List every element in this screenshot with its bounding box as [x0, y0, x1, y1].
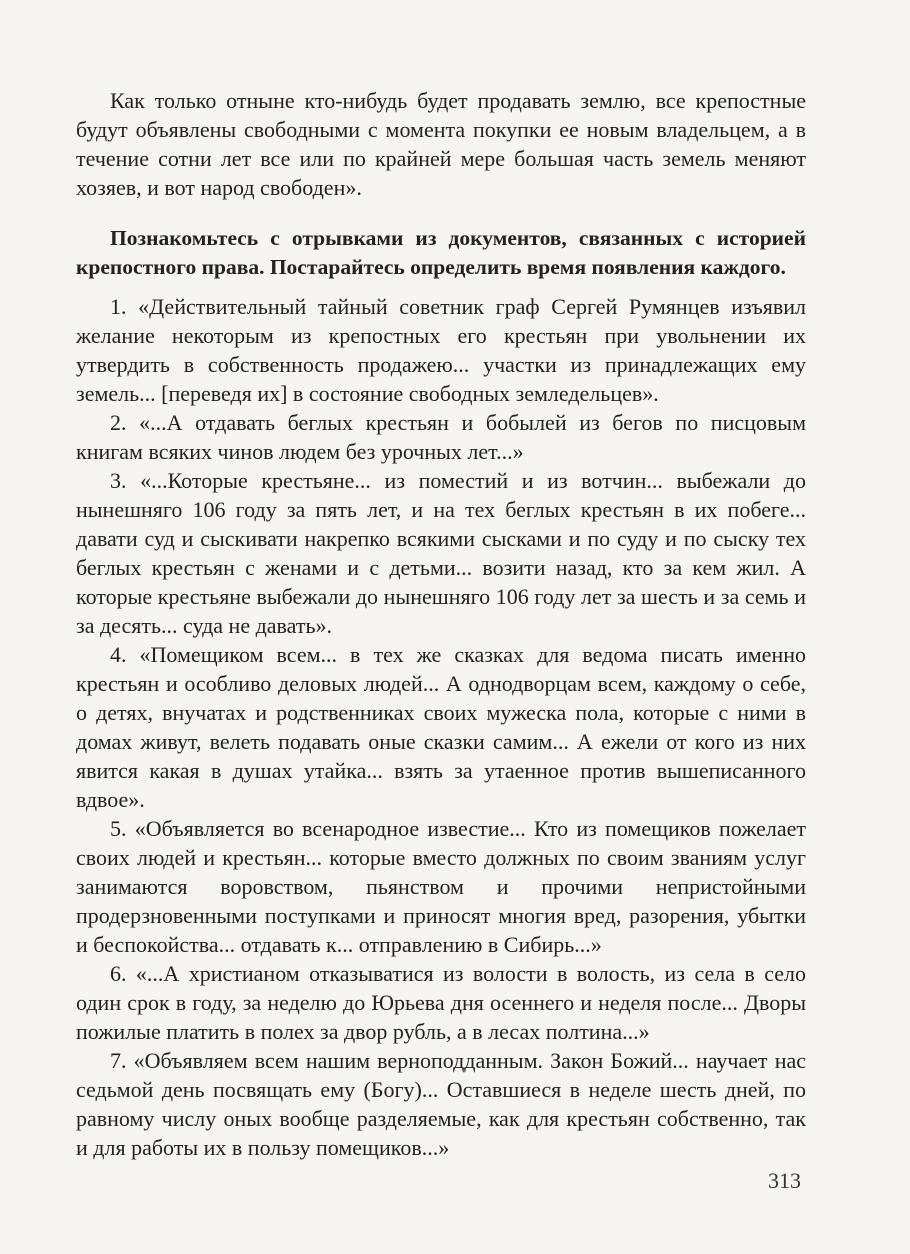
- document-excerpt-3: 3. «...Которые крестьяне... из поместий и из вотчин... выбежали до нынешняго 106 году за пять лет, и на тех беглых крестьян в их побеге... давати суд и сыскивати накрепко всякими сысками и по суду и по сыску тех беглых крестьян с женами и с детьми... возити назад, кто за кем жил. А которые крестьяне выбежали до нынешняго 106 году лет за шесть и за семь и за десять... суда не давать».: [76, 468, 806, 638]
- document-excerpt-5: 5. «Объявляется во всенародное известие... Кто из помещиков пожелает своих людей и крестьян... которые вместо должных по своим званиям услуг занимаются воровством, пьянством и прочими непристойными продерзновенными поступками и приносят многия вред, разорения, убытки и беспокойства... отдавать к... отправлению в Сибирь...»: [76, 816, 806, 957]
- document-excerpt-4: 4. «Помещиком всем... в тех же сказках для ведома писать именно крестьян и особливо деловых людей... А однодворцам всем, каждому о себе, о детях, внучатах и родственниках своих мужеска пола, которые с ними в домах живут, велеть подавать оные сказки самим... А ежели от кого из них явится какая в душах утайка... взять за утаенное против вышеписанного вдвое».: [76, 642, 806, 812]
- document-excerpt-2: 2. «...А отдавать беглых крестьян и бобылей из бегов по писцовым книгам всяких чинов людем без урочных лет...»: [76, 410, 806, 464]
- document-excerpt-7: 7. «Объявляем всем нашим верноподданным. Закон Божий... научает нас седьмой день посвящать ему (Богу)... Оставшиеся в неделе шесть дней, по равному числу оных вообще разделяемые, как для крестьян собственно, так и для работы их в пользу помещиков...»: [76, 1048, 806, 1160]
- document-excerpt-1: 1. «Действительный тайный советник граф Сергей Румянцев изъявил желание некоторым из крепостных его крестьян при увольнении их утвердить в собственность продажею... участки из принадлежащих ему земель... [переведя их] в состояние свободных земледельцев».: [76, 294, 806, 406]
- intro-paragraph: Как только отныне кто-нибудь будет продавать землю, все крепостные будут объявлены свободными с момента покупки ее новым владельцем, а в течение сотни лет все или по крайней мере большая часть земель меняют хозяев, и вот народ свободен».: [76, 88, 806, 200]
- document-excerpt-6: 6. «...А христианом отказыватися из волости в волость, из села в село один срок в году, за неделю до Юрьева дня осеннего и неделя после... Дворы пожилые платить в полех за двор рубль, а в лесах полтина...»: [76, 961, 806, 1044]
- task-heading: Познакомьтесь с отрывками из документов, связанных с историей крепостного права. Постарайтесь определить время появления каждого.: [76, 226, 806, 279]
- page-text: [76, 86, 806, 1162]
- page-number: 313: [768, 1168, 801, 1193]
